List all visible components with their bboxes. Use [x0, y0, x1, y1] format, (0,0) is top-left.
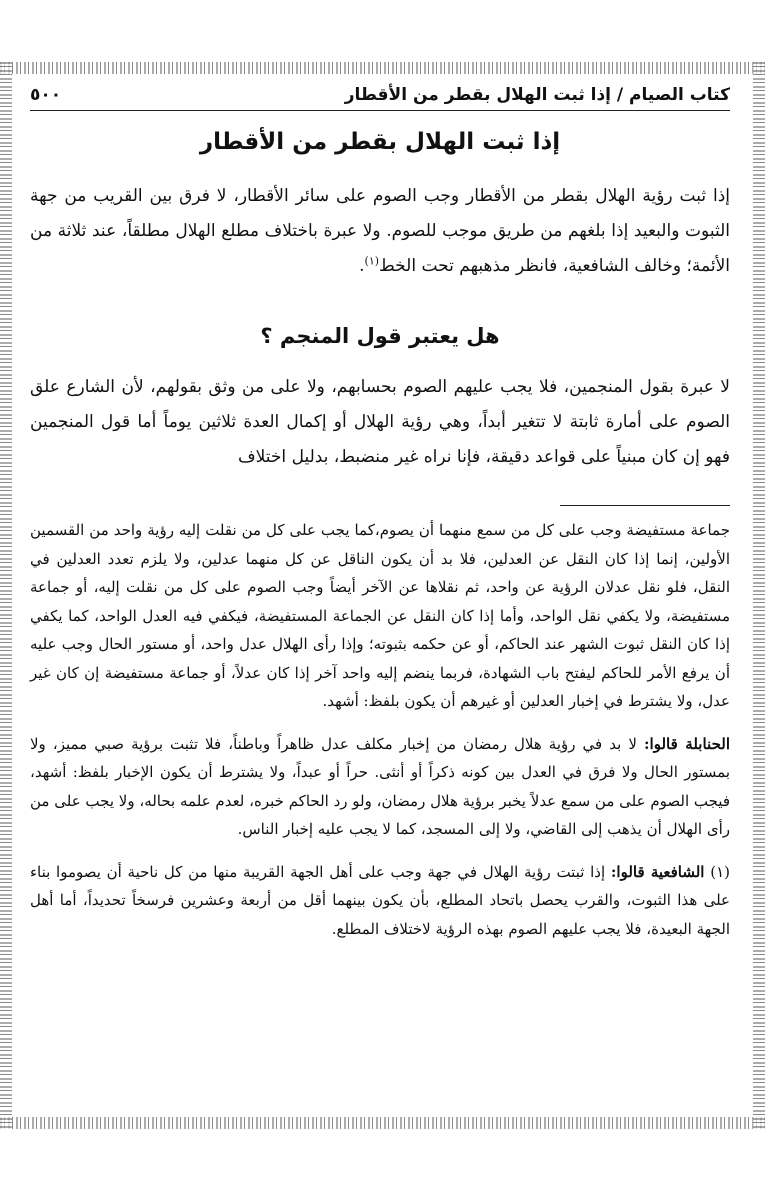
footnote-hanbali-label: الحنابلة قالوا: [644, 734, 730, 753]
footnote-hanbali-text: لا بد في رؤية هلال رمضان من إخبار مكلف عدل ظاهراً وباطناً، فلا تثبت برؤية صبي مميز، ولا بمستور الحال ولا فرق في العدل بين كونه ذكراً أو أنثى. حراً أو عبداً، ولا يشترط أن يكون الإخبار بلفظ: أشهد، فيجب الصوم على من سمع عدلاً يخبر برؤية هلال رمضان، ولو رد الحاكم خبره، لعدم علمه بحاله، ولا يجب على من رأى الهلال أن يذهب إلى القاضي، ولا إلى المسجد، كما لا يجب عليه إخبار الناس. [30, 734, 730, 838]
decorative-border-top [0, 62, 765, 74]
paragraph-moon-sighting-text: إذا ثبت رؤية الهلال بقطر من الأقطار وجب الصوم على سائر الأقطار، لا فرق بين القريب من جهة الثبوت والبعيد إذا بلغهم من طريق موجب للصوم. ولا عبرة باختلاف مطلع الهلال مطلقاً، عند ثلاثة من الأئمة؛ وخالف الشافعية، فانظر مذهبهم تحت الخط [30, 186, 730, 276]
decorative-border-left [0, 62, 12, 1129]
footnote-hanbali [30, 730, 730, 844]
footnote-shafii [30, 858, 730, 944]
page-number: ٥٠٠ [30, 85, 62, 105]
page-content [30, 80, 730, 957]
footnote-separator [560, 505, 730, 506]
section-title-astrologer: هل يعتبر قول المنجم ؟ [260, 324, 500, 348]
section-title-moon-sighting: إذا ثبت الهلال بقطر من الأقطار [199, 129, 561, 155]
decorative-border-bottom [0, 1117, 765, 1129]
decorative-border-right [753, 62, 765, 1129]
running-title: كتاب الصيام / إذا ثبت الهلال بقطر من الأقطار [344, 85, 730, 105]
footnote-shafii-label: الشافعية قالوا: [610, 862, 705, 881]
paragraph-end-mark: . [359, 256, 365, 276]
footnote-number: (١) [710, 862, 730, 881]
footnote-shafii-text: إذا ثبتت رؤية الهلال في جهة وجب على أهل الجهة القريبة منها من كل ناحية أن يصوموا بناء على هذا الثبوت، والقرب يحصل باتحاد المطلع، بأن يكون بينهما أقل من أربعة وعشرين فرسخاً تحديداً، أما أهل الجهة البعيدة، فلا يجب عليهم الصوم بهذه الرؤية لاختلاف المطلع. [30, 862, 730, 938]
paragraph-astrologer: لا عبرة بقول المنجمين، فلا يجب عليهم الصوم بحسابهم، ولا على من وثق بقولهم، لأن الشارع علق الصوم على أمارة ثابتة لا تتغير أبداً، وهي رؤية الهلال أو إكمال العدة ثلاثين يوماً أما قول المنجمين فهو إن كان مبنياً على قواعد دقيقة، فإنا نراه غير منضبط، بدليل اختلاف [30, 377, 730, 467]
running-header [30, 80, 730, 111]
paragraph-moon-sighting [30, 179, 730, 284]
footnote-reference: (١) [364, 254, 380, 268]
footnote-continuation: جماعة مستفيضة وجب على كل من سمع منهما أن يصوم،كما يجب على كل من نقلت إليه رؤية واحد من القسمين الأولين، إنما إذا كان النقل عن العدلين، فلا بد أن يكون الناقل عن كل منهما عدلين، ولا يلزم تعدد العدلين في النقل، فلو نقل عدلان الرؤية عن واحد، ثم نقلاها عن الآخر أيضاً وجب الصوم على كل من نقلت إليه، أو جماعة مستفيضة، ولا يكفي نقل الواحد، وأما إذا كان النقل عن الجماعة المستفيضة، فيكفي فيه العدل الواحد، كما يكفي إذا كان النقل ثبوت الشهر عند الحاكم، أو عن حكمه بثبوته؛ وإذا رأى الهلال عدل واحد، أو مستور الحال وجب عليه أن يرفع الأمر للحاكم ليفتح باب الشهادة، فربما ينضم إليه واحد آخر إذا كان عدلاً، أو جماعة مستفيضة إن كان غير عدل، ولا يشترط في إخبار العدلين أو غيرهم أن يكون بلفظ: أشهد. [30, 521, 730, 710]
